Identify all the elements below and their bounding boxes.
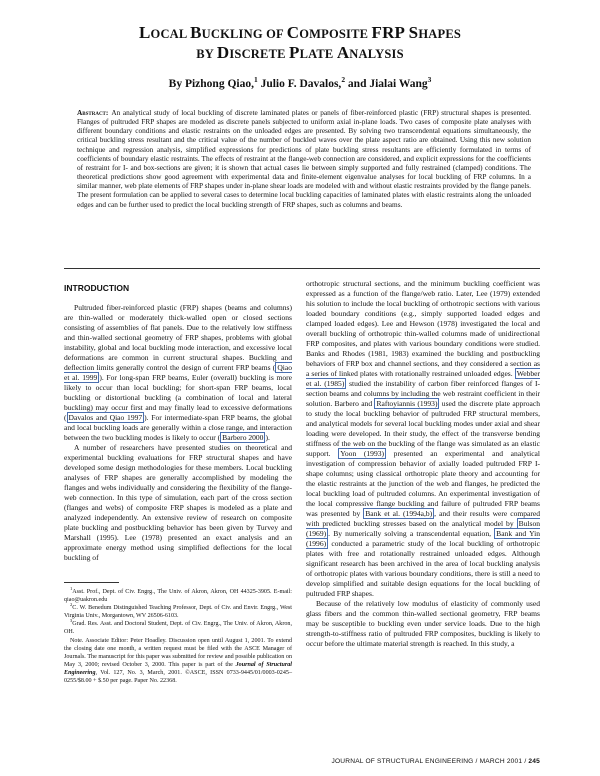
- right-paragraph-2: Because of the relatively low modulus of elasticity of commonly used glass fibers and the common thin-walled sectional geometry, FRP beams may be susceptible to buckling even under service loads. Due to the high strength-to-stiffness ratio of pultruded FRP composites, buckling is likely to occur before the ultimate material strength is reached. In this study, a: [306, 599, 540, 648]
- page-number: 245: [528, 758, 540, 765]
- author-2: Julio F. Davalos,: [257, 78, 342, 90]
- running-footer: JOURNAL OF STRUCTURAL ENGINEERING / MARCH 2001 / 245: [331, 758, 540, 765]
- citation-link[interactable]: Bank and Yin (1996): [306, 529, 540, 548]
- footnote-3: $^3$Grad. Res. Asst. and Doctoral Student, Dept. of Civ. Engrg., The Univ. of Akron, Akron, OH.: [64, 618, 292, 636]
- intro-paragraph-1: Pultruded fiber-reinforced plastic (FRP) shapes (beams and columns) are thin-walled or moderately thick-walled open or closed sections consisting of assemblies of flat panels. Due to the relatively low stiffness and thin-walled sectional geometry of FRP shapes, problems with global instability, global and local buckling mode interaction, and excessive local deformations are common in current structural shapes. Buckling and deflection limits generally control the design of current FRP beams ( Qiao et al. 1999 ). For long-span FRP beams, Euler (overall) buckling is more likely to occur than local buckling; for short-span FRP beams, local buckling or distortional buckling (a combination of local and lateral buckling) may occur first and may finally lead to excessive deformations ( Davalos and Qiao 1997 ). For intermediate-span FRP beams, the global and local buckling loads are generally within a close range, and interaction between the two buckling modes is likely to occur ( Barbero 2000 ).: [64, 303, 292, 442]
- author-1: Pizhong Qiao,: [184, 78, 254, 90]
- paper-title-line-1: LOCAL BUCKLING OF COMPOSITE FRP SHAPES: [138, 23, 462, 42]
- left-column: [64, 283, 292, 563]
- right-paragraph-1: orthotropic structural sections, and the minimum buckling coefficient was expressed as a function of the flange/web ratio. Later, Lee (1979) extended his solution to include the local buckling of orthotropic sections with various loaded boundary conditions (e.g., simply supported loaded edges and clamped loaded edges). Lee and Hewson (1978) investigated the local and overall buckling of orthotropic thin-walled columns made of unidirectional FRP composites, and plates with various boundary conditions were studied. Banks and Rhodes (1981, 1983) examined the buckling and postbuckling behaviors of FRP box and channel sections, and they considered a section as a series of linked plates with rotationally restrained unloaded edges. Webber et al. (1985) studied the instability of carbon fiber reinforced flanges of I-section beams and columns by including the web restraint coefficient in their solution. Barbero and Raftoyiannis (1993) used the discrete plate approach to study the local buckling behavior of pultruded FRP structural members, and analytical models for several local buckling modes under axial and shear loading were developed. In their study, the effect of the transverse bending stiffness of the web on the buckling of the flange was simulated as an elastic support. Yoon (1993) presented an experimental and analytical investigation of compression behavior of axially loaded pultruded FRP I-shape columns; using classical orthotropic plate theory and accounting for the elastic restraints at the junction of the web and flanges, he predicted the local buckling load of pultruded columns. An experimental investigation of the local compressive flange buckling and failure of pultruded FRP beams was presented by Bank et al. (1994a,b) , and their results were compared with predicted buckling stresses based on the analytical model by Bulson (1969) . By numerically solving a transcendental equation, Bank and Yin (1996) conducted a parametric study of the local buckling of orthotropic plates with free and rotationally restrained unloaded edges. Although significant research has been archived in the area of local buckling analysis of orthotropic plates with various boundary conditions, there is still a need to develop simplified and suitable design equations for the local buckling of pultruded FRP shapes.: [306, 279, 541, 598]
- paper-title-line-2: BY DISCRETE PLATE ANALYSIS: [196, 43, 404, 62]
- footnote-1: $^1$Asst. Prof., Dept. of Civ. Engrg., The Univ. of Akron, Akron, OH 44325-3905. E-mail: qiao@uakron.edu: [64, 585, 292, 604]
- citation-link[interactable]: Davalos and Qiao 1997: [68, 413, 143, 422]
- author-3: and Jialai Wang: [345, 78, 428, 90]
- abstract-label: Abstract:: [77, 108, 109, 117]
- abstract-text: An analytical study of local buckling of discrete laminated plates or panels of fiber-reinforced plastic (FRP) structural shapes is presented. Flanges of pultruded FRP shapes are modeled as discrete panels subjected to uniform axial in-plane loads. Two cases of composite plate analyses with different boundary conditions and elastic restraints on the unloaded edges are presented. By solving two transcendental equations simultaneously, the critical buckling stress resultant and the critical value of the number of buckled waves over the plate aspect ratio are obtained. Using this new solution technique and regression analysis, simplified expressions for predictions of plate buckling stress resultants are efficiently formulated in terms of coefficients of boundary elastic restraints. The effects of restraint at the flange-web connection are considered, and explicit expressions for the coefficients of restraint for I- and box-sections are given; it is shown that actual cases lie between simply supported and fully restrained (clamped) conditions. The theoretical predictions show good agreement with experimental data and finite-element eigenvalue analyses for local buckling of FRP columns. In a similar manner, web plate elements of FRP shapes under in-plane shear loads are modeled with and without elastic restraints provided by the flange panels. The present formulation can be applied to several cases to determine local buckling capacities of laminated plates with elastic restraints along the unloaded edges and can be further used to predict the local buckling strength of FRP shapes, such as columns and beams.: [77, 108, 531, 209]
- citation-link[interactable]: Qiao et al. 1999: [64, 363, 292, 382]
- citation-link[interactable]: Raftoyiannis (1993): [376, 399, 438, 408]
- citation-link[interactable]: Bank et al. (1994a,b): [365, 509, 433, 518]
- footnote-2: $^2$C. W. Benedum Distinguished Teaching Professor, Dept. of Civ. and Envir. Engrg., West Virginia Univ., Morgantown, WV 26506-6103.: [64, 602, 292, 620]
- editorial-note: Note. Associate Editor: Peter Hoadley. Discussion open until August 1, 2001. To extend the closing date one month, a written request must be filed with the ASCE Manager of Journals. The manuscript for this paper was submitted for review and possible publication on May 3, 2000; revised October 3, 2000. This paper is part of the Journal of Structural Engineering, Vol. 127, No. 3, March, 2001. ©ASCE, ISSN 0733-9445/01/0003-0245–0255/$8.00 + $.50 per page. Paper No. 22368.: [64, 637, 292, 685]
- section-heading-introduction: INTRODUCTION: [64, 283, 130, 293]
- intro-paragraph-2: A number of researchers have presented studies on theoretical and experimental buckling evaluations for FRP structural shapes and have developed some design methodologies for these members. Local buckling analyses of FRP shapes are generally accomplished by modeling the flanges and webs individually and considering the flexibility of the flange-web connection. In this type of simulation, each part of the cross section (flanges and webs) of composite FRP shapes is modeled as a plate and analyzed independently. An extensive review of research on composite plate buckling and postbuckling behavior has been given by Turvey and Marshall (1995). Lee (1978) presented an exact analysis and an approximate energy method using simplified deflections for the local buckling of: [64, 443, 292, 562]
- footnotes: [64, 585, 292, 685]
- citation-link[interactable]: Yoon (1993): [340, 449, 385, 458]
- abstract: [77, 108, 531, 209]
- citation-link[interactable]: Webber et al. (1985): [306, 369, 540, 388]
- footnote-divider: [64, 582, 119, 583]
- citation-link[interactable]: Barbero 2000: [222, 433, 264, 442]
- author-line: By Pizhong Qiao,$^1$ Julio F. Davalos,$^2$ and Jialai Wang$^3$: [168, 75, 432, 90]
- citation-link[interactable]: Bulson (1969): [306, 519, 540, 538]
- abstract-divider: [64, 268, 540, 269]
- right-column: [306, 279, 540, 649]
